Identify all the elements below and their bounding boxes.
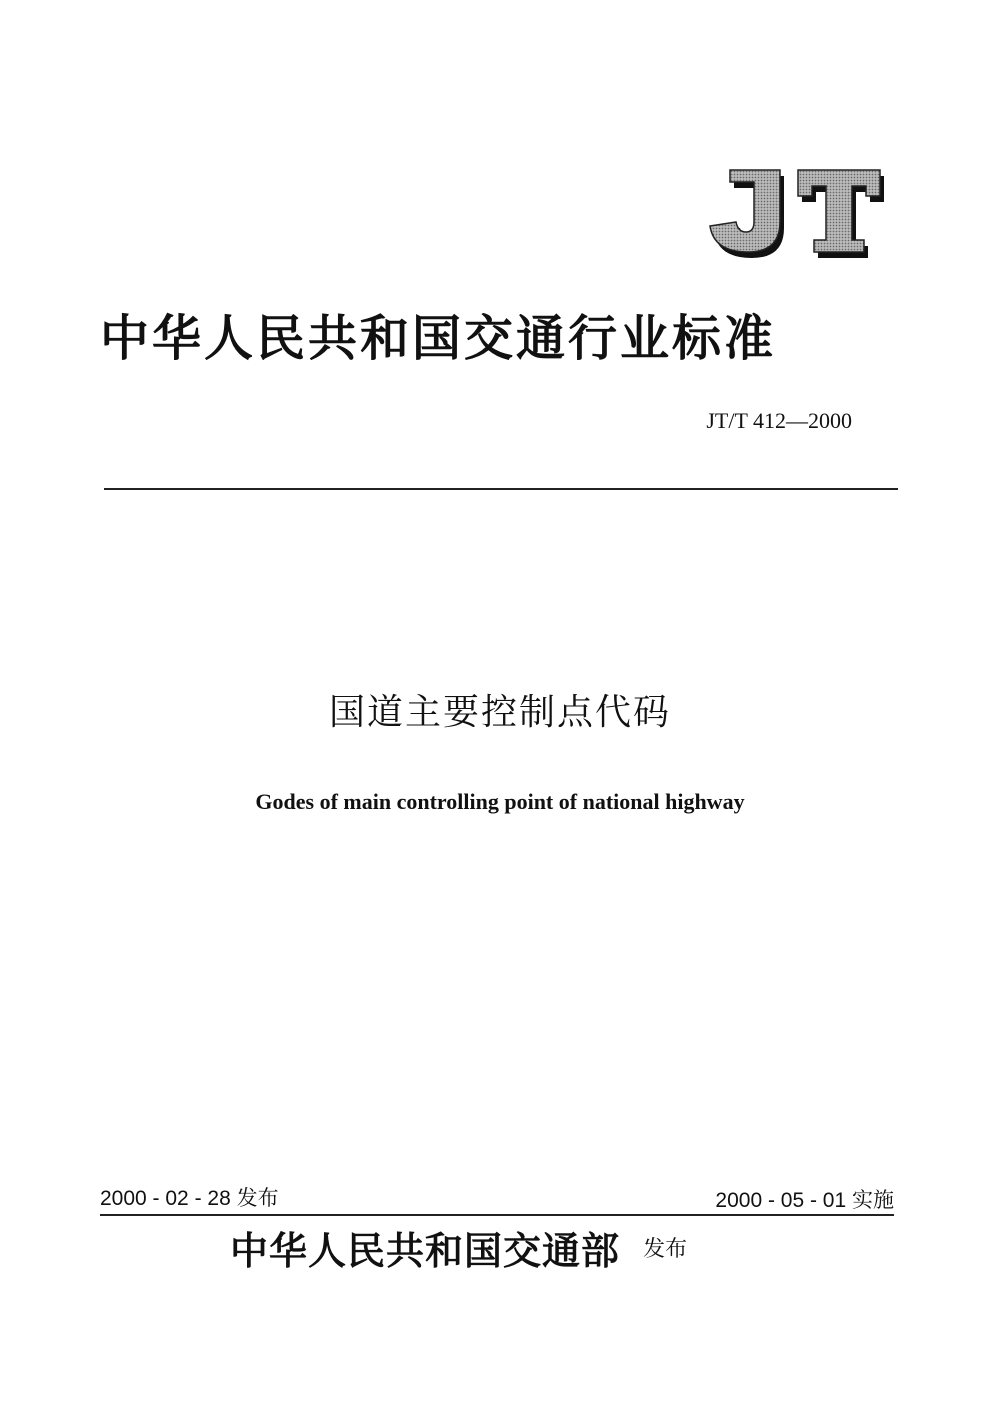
standard-number: JT/T 412—2000 [706, 408, 852, 433]
implementation-date: 2000 - 05 - 01 实施 [715, 1189, 894, 1212]
issue-date: 2000 - 02 - 28 发布 [100, 1187, 279, 1210]
publisher-name: 中华人民共和国交通部 [230, 1228, 621, 1273]
publisher-suffix: 发布 [643, 1237, 688, 1262]
industry-standard-heading: 中华人民共和国交通行业标准 [100, 309, 777, 367]
footer-divider [100, 1214, 894, 1216]
publisher-line [230, 1220, 687, 1275]
document-title-chinese: 国道主要控制点代码 [328, 692, 671, 733]
document-title-english: Godes of main controlling point of national highway [255, 789, 745, 814]
jt-logo [700, 158, 890, 268]
header-divider [104, 488, 898, 490]
jt-logo-graphic [700, 158, 890, 268]
